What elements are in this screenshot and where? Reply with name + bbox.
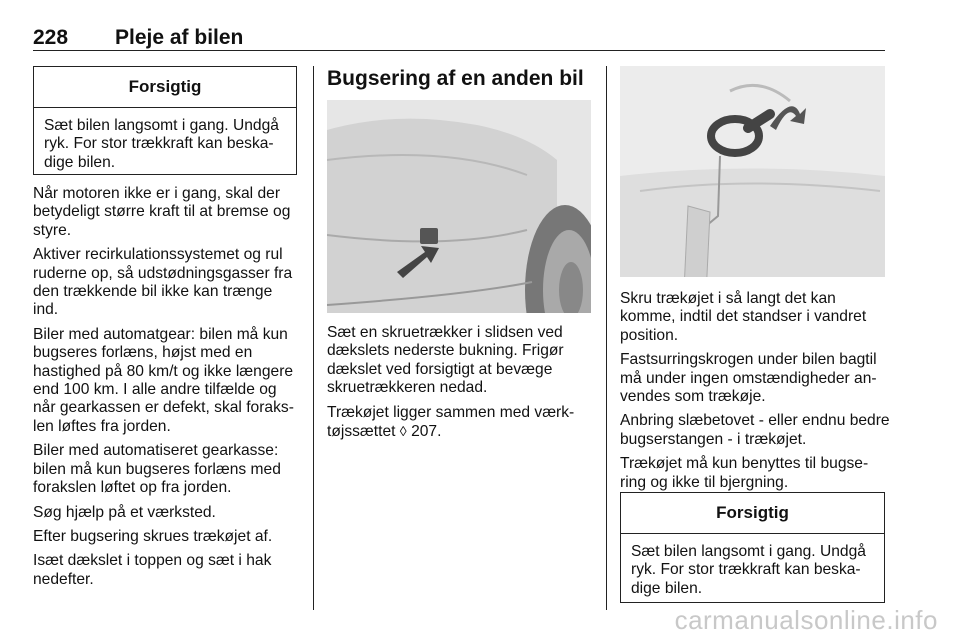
page-header (33, 26, 885, 52)
reference-text: Trækøjet ligger sammen med værk-tøjssættet (327, 403, 575, 441)
figure-rear-bumper (327, 100, 591, 313)
paragraph: Fastsurringskrogen under bilen bagtil må under ingen omstændigheder an-vendes som trækøje. (620, 351, 877, 406)
paragraph: Biler med automatiseret gearkasse: bilen må kun bugseres forlæns med forakslen løftet op fra jorden. (33, 442, 281, 497)
column-divider-2 (606, 66, 607, 610)
caution-title: Forsigtig (34, 67, 296, 108)
caution-text: Sæt bilen langsomt i gang. Undgå ryk. For stor trækkraft kan beska-dige bilen. (631, 543, 866, 597)
caution-box-bottom (620, 492, 885, 603)
caution-box-top (33, 66, 297, 175)
figure-towing-eye (620, 66, 885, 277)
paragraph-with-page-reference (327, 404, 599, 442)
paragraph: Anbring slæbetovet - eller endnu bedre bugserstangen - i trækøjet. (620, 412, 890, 448)
caution-text: Sæt bilen langsomt i gang. Undgå ryk. For stor trækkraft kan beska-dige bilen. (44, 117, 279, 171)
watermark-text: carmanualsonline.info (674, 605, 938, 635)
column-divider-1 (313, 66, 314, 610)
column-2-text (327, 324, 599, 447)
page-reference-icon[interactable]: ◊ (399, 423, 407, 440)
column-1-text (33, 185, 301, 595)
column-3-text (620, 290, 892, 498)
towing-eye-illustration (620, 66, 885, 277)
page-title: Pleje af bilen (115, 26, 244, 49)
paragraph: Biler med automatgear: bilen må kun bugseres forlæns, højst med en hastighed på 80 km/t og ikke længere end 100 km. I alle andre tilfælde og når gearkassen er defekt, skal foraks-len løftes fra jorden. (33, 325, 294, 435)
paragraph: Aktiver recirkulationssystemet og rul ruderne op, så udstødningsgasser fra den trækkende bil ikke kan trænge ind. (33, 246, 293, 319)
paragraph: Sæt en skruetrækker i slidsen ved dækslets nederste bukning. Frigør dækslet ved forsigtigt at bevæge skruetrækkeren nedad. (327, 324, 564, 397)
caution-title: Forsigtig (621, 493, 884, 534)
paragraph: Trækøjet må kun benyttes til bugse-ring og ikke til bjergning. (620, 455, 869, 491)
page-number: 228 (33, 26, 69, 49)
paragraph: Efter bugsering skrues trækøjet af. (33, 527, 273, 545)
paragraph: Skru trækøjet i så langt det kan komme, indtil det standser i vandret position. (620, 290, 867, 344)
rear-bumper-illustration (327, 100, 591, 313)
paragraph: Søg hjælp på et værksted. (33, 503, 216, 521)
paragraph: Isæt dækslet i toppen og sæt i hak nedefter. (33, 552, 272, 588)
reference-page[interactable]: 207. (411, 423, 442, 441)
section-heading: Bugsering af en anden bil (327, 67, 584, 90)
header-divider (33, 50, 885, 51)
paragraph: Når motoren ikke er i gang, skal der betydeligt større kraft til at bremse og styre. (33, 185, 291, 239)
